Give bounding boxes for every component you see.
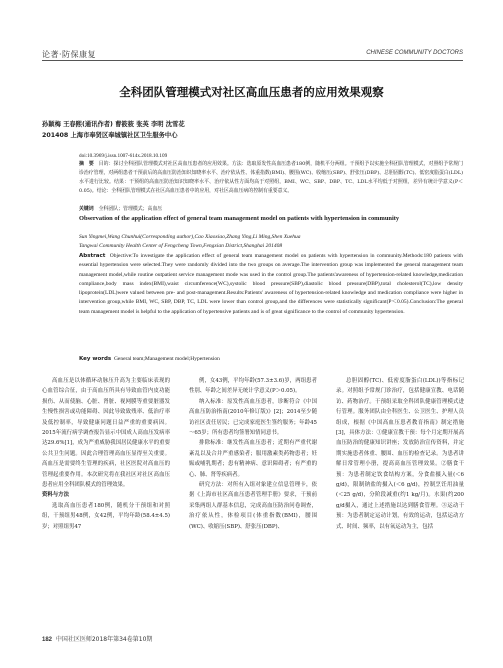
paragraph: 排除标准：继发性高血压患者；近期有严重代谢紊乱以及合并严重感染者；服用激素类药物患者；妊娠或哺乳期者；患有精神病、意识障碍者；有严重的心、肺、肾等疾病者。: [189, 440, 317, 478]
paragraph: 研究方法：对所有入组对象建立信息管理卡，依据《上海市社区高血压患者管理手册》要求，干预前采集两组人群基本信息，完成高血压防治问卷调查，治疗依从性，体检项目(体重指数(BMI)，腰围(WC)、收缩压(SBP)、舒张压(DBP)、: [189, 482, 317, 530]
keywords-en: [79, 355, 463, 364]
abstract-cn: [79, 160, 463, 196]
keywords-cn-text: 全科团队；管理模式；高血压: [98, 206, 163, 212]
keywords-en-text: General team;Management model;Hypertension: [113, 356, 220, 362]
english-title: Observation of the application effect of general team management model on patients with hypertension in community: [79, 215, 400, 222]
paragraph: 总胆固醇(TC)、低密度脂蛋白(LDL))等指标记录。对照组予常规门诊治疗，包括健康宣教、电话随访、药物治疗。干预组采取全科团队健康管理模式进行管理。服务团队由全科医生、公卫医生、护理人员组成，根据《中国高血压患者教育指南》制定措施[3]，具体方法：①健康宣教干预：每个月定期开展高血压防治的健康知识讲座；发放防治宣传资料，并定期实施患者体重、腰围、血压的检查记录。为患者讲解日常管理小册，提高高血压管理效果。②膳食干预：为患者制定饮食结构方案，分食盐摄入量(＜6 g/d)，限制钠盐的摄入(＜6 g/d)，控制烹饪用油量(＜25 g/d)，分阶段减重(约1 kg/月)。水果(约200 g/d摄入，通过上述措施以达到膳食管理。③运动干预：为患者制定运动计划，有效的运动，包括运动方式、时间、频率，以有氧运动为主，包括: [336, 378, 464, 530]
doi: doi:10.3969/j.issn.1007-614x.2018.10.109: [79, 153, 168, 159]
english-affiliation: Tangwai Community Health Center of Fengcheng Town,Fengxian District,Shanghai 201408: [79, 243, 283, 249]
abstract-en: [79, 252, 463, 317]
body-column-1: [42, 376, 170, 532]
journal-name-header: CHINESE COMMUNITY DOCTORS: [366, 50, 463, 56]
journal-issue: 中国社区医师2018年第34卷第10期: [55, 636, 153, 643]
section-label: 论著·防保康复: [42, 50, 97, 59]
page-number: 182: [42, 637, 53, 643]
section-heading: 资料与方法: [42, 492, 69, 499]
affiliation: 201408 上海市奉贤区奉城镇社区卫生服务中心: [42, 132, 178, 139]
body-column-3: [336, 376, 464, 532]
abstract-en-label: Abstract: [79, 253, 106, 259]
paragraph: 选取高血压患者180例，随机分干预组和对照组，干预组男48例，女42例，平均年龄(58.4±4.5)岁；对照组男47: [42, 502, 170, 530]
keywords-en-label: Key words: [79, 356, 112, 362]
paragraph: 纳入标准：原发性高血压患者，诊断符合《中国高血压防治指南(2010年修订版)》[2]；2014至少随访社区责任居民；已完成家庭医生签约服务；年龄45～65岁；所有患者均签署知情同意书。: [189, 398, 317, 437]
author-list: 孙颖梅 王春熙(通讯作者) 曹筱筱 张英 李明 沈雪花: [42, 121, 185, 128]
page-footer: [42, 634, 152, 643]
paragraph: 高血压是以体循环动脉压升高为主要临床表现的心血管综合征，由于高血压所具有导致血管内皮功能损伤、从而使脑、心脏、肾脏、视网膜等重要脏器发生慢性损害或功能障碍、因此导致致残率、低治疗率及低控制率，导致健康问题日益严重的重要病因。2015年流行病学调查报告显示中国成人高血压发病率达29.6%[1]，成为严重威胁我国居民健康水平的重要公共卫生问题。因此合理管理高血压显得至关重要。高血压是需要终生管理的疾病，社区医院对高血压的管理起重要作用。本次研究将在我社区对社区高血压患者应用全科团队模式的管理效果。: [42, 378, 170, 489]
article-title: 全科团队管理模式对社区高血压患者的应用效果观察: [119, 85, 384, 99]
abstract-cn-text: 目的：探讨全科团队管理模式对社区高血压患者的应用效果。方法：选取原发性高血压患者180例，随机平分两组。干预组予以实施全科团队管理模式，对照组予常规门诊治疗管理，对两组患者干预前后的高血压防治知识知晓率水平、治疗依从性、体重指数(BMI)、腰围(WC)、收缩压(SBP)、舒张压(DBP)、总胆固醇(TC)、低密度脂蛋白(LDL)水平进行比较。结果：干预组的高血压防治知识知晓率水平、治疗依从性方面均高于对照组，BMI、WC、SBP、DBP、TC、LDL水平均低于对照组，差异有统计学意义(P＜0.05)。结论：全科团队管理模式在社区高血压患者中的应用，对社区高血压病的控制有重要意义。: [79, 161, 463, 194]
keywords-cn-label: 关键词: [79, 206, 94, 212]
abstract-en-text: Objective:To investigate the application effect of general team management model on patients with hypertension in community.Methods:180 patients with essential hypertension were selected.They were randomly divided into the two groups on average.The intervention group was implemented the general management team management model,while routine outpatient service management mode was used in the control group.The patients'awareness of hypertension-related knowledge,medication compliance,body mass index(BMI),waist circumference(WC),systolic blood pressure(SBP),diastolic blood pressure(DBP),total cholesterol(TC),low density lipoprotein(LDL)were valued between pre- and post-management.Results:Patients' awareness of hypertension-related knowledge and medication compliance were higher in intervention group,while BMI, WC, SBP, DBP, TC, LDL were lower than control group,and the differences were statistically significant(P＜0.05).Conclusion:The general team management model is helpful to the application of hypertensive patients and is of great significance to the control of community hypertension.: [79, 253, 464, 315]
header-rule: [42, 60, 463, 61]
abstract-cn-label: 摘 要: [79, 161, 94, 167]
keywords-cn: [79, 205, 463, 214]
english-authors: Sun Yingmei,Wang Chunhui(Corresponding author),Cao Xiaoxiao,Zhang Ying,Li Ming,Shen Xuehua: [79, 234, 301, 240]
paragraph: 例，女43例，平均年龄(57.3±3.6)岁，两组患者性别、年龄之间差异无统计学意义(P＞0.05)。: [189, 378, 317, 395]
body-column-2: [189, 376, 317, 532]
